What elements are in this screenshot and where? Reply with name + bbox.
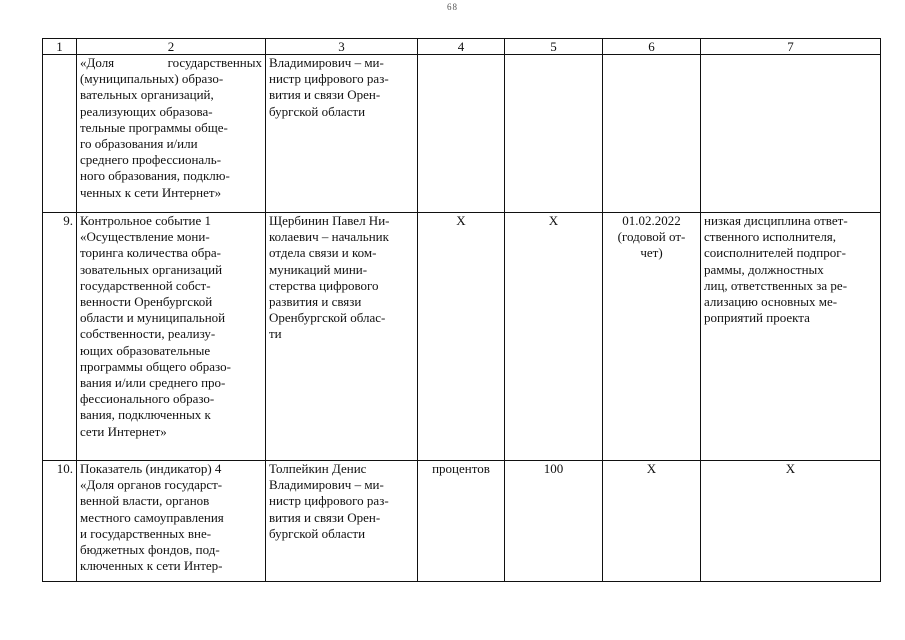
table-row (43, 461, 881, 582)
indicator-name (77, 461, 266, 582)
risks-text: Х (785, 461, 796, 476)
header-col-7: 7 (701, 39, 881, 55)
indicator-name-text: Контрольное событие 1 «Осуществление мони- торинга количества обра- зовательных организаций государственной собст- венности Оренбургской области и муниципальной собственности, реализу- ющих образовательные программы общего образо- вания и/или среднего про- фессионального образо- вания, подключенных к сети Интернет» (80, 213, 231, 439)
unit-cell (418, 55, 505, 213)
responsible-person-text: Толпейкин Денис Владимирович – ми- нистр цифрового раз- вития и связи Орен- бургской области (269, 461, 389, 541)
header-col-5: 5 (505, 39, 603, 55)
value-cell: 100 (505, 461, 603, 582)
risks-text: низкая дисциплина ответ- ственного исполнителя, соисполнителей подпрог- раммы, должностных лиц, ответственных за ре- ализацию основных ме- роприятий проекта (704, 213, 848, 326)
indicator-name (77, 213, 266, 461)
header-col-2: 2 (77, 39, 266, 55)
page-number: 68 (447, 2, 458, 12)
date-text: Х (646, 461, 657, 476)
table-row (43, 213, 881, 461)
date-text: 01.02.2022 (годовой от- чет) (617, 213, 686, 261)
header-col-4: 4 (418, 39, 505, 55)
risks-cell (701, 213, 881, 461)
header-col-6: 6 (603, 39, 701, 55)
value-cell (505, 55, 603, 213)
risks-cell (701, 461, 881, 582)
responsible-person (266, 213, 418, 461)
table-row (43, 55, 881, 213)
document-table (42, 38, 881, 582)
responsible-person-text: Щербинин Павел Ни- колаевич – начальник отдела связи и ком- муникаций мини- стерства цифрового развития и связи Оренбургской облас- ти (269, 213, 390, 342)
unit-cell: Х (418, 213, 505, 461)
unit-cell: процентов (418, 461, 505, 582)
header-row (43, 39, 881, 55)
row-number (43, 55, 77, 213)
responsible-person-text: Владимирович – ми- нистр цифрового раз- вития и связи Орен- бургской области (269, 55, 389, 119)
value-cell: Х (505, 213, 603, 461)
row-number: 9. (43, 213, 77, 461)
indicator-name-text: Показатель (индикатор) 4 «Доля органов государст- венной власти, органов местного самоуправления и государственных вне- бюджетных фондов, под- ключенных к сети Интер- (80, 461, 224, 574)
date-cell (603, 55, 701, 213)
row-number: 10. (43, 461, 77, 582)
date-cell (603, 461, 701, 582)
date-cell (603, 213, 701, 461)
indicator-name (77, 55, 266, 213)
header-col-1: 1 (43, 39, 77, 55)
risks-cell (701, 55, 881, 213)
header-col-3: 3 (266, 39, 418, 55)
responsible-person (266, 461, 418, 582)
indicator-name-text: «Доля государственных (муниципальных) образо- вательных организаций, реализующих образова- тельные программы обще- го образования и/или среднего профессиональ- ного образования, подклю- ченных к сети Интернет» (80, 55, 262, 200)
responsible-person (266, 55, 418, 213)
